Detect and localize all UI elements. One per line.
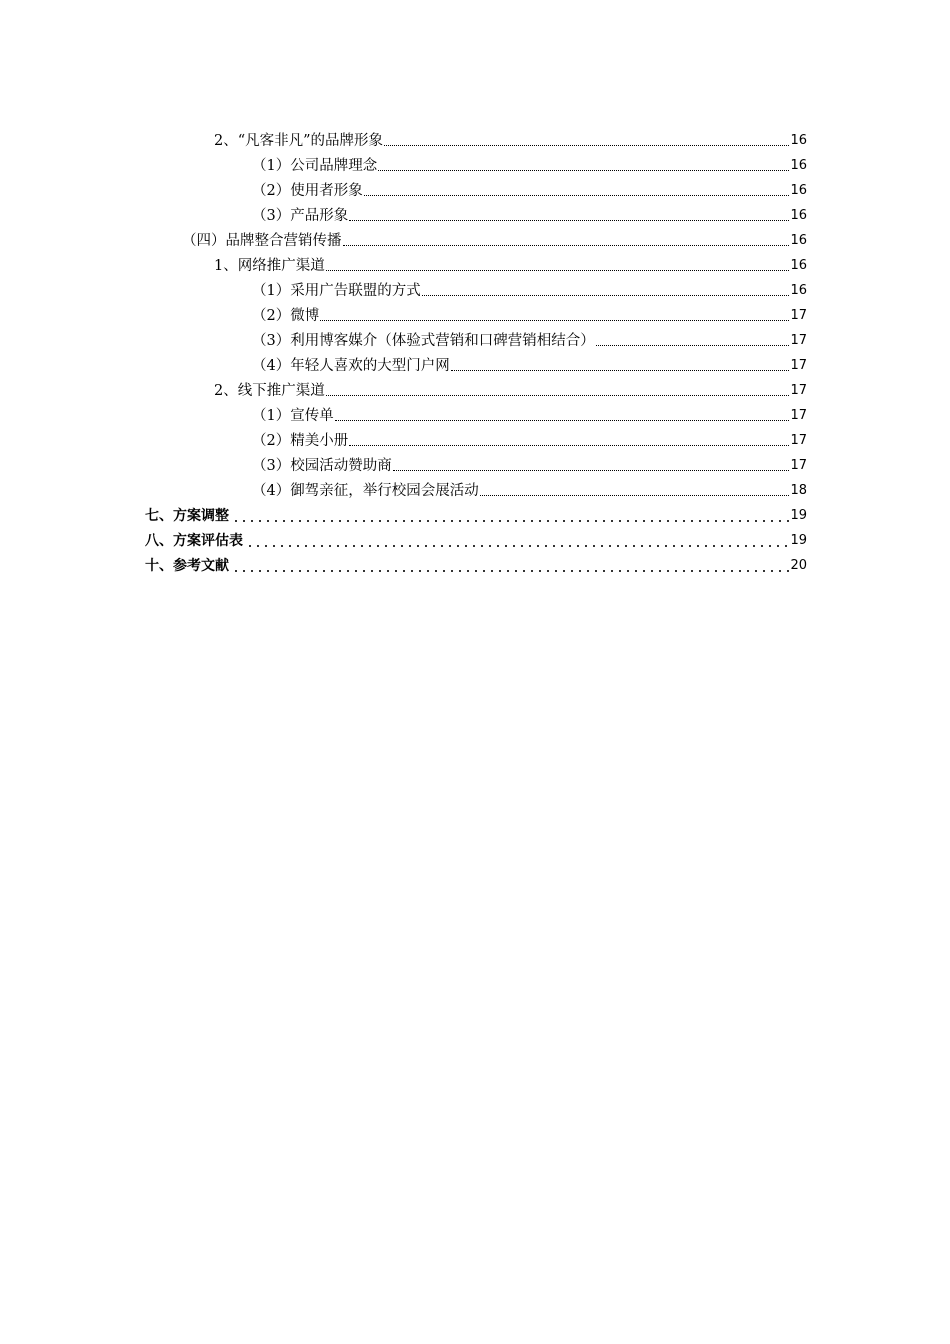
toc-entry-page: 16	[790, 158, 807, 173]
toc-entry[interactable]	[0, 475, 950, 500]
toc-entry-title: 七、方案调整	[145, 508, 229, 524]
toc-entry-page: 18	[790, 483, 807, 498]
toc-entry-chapter[interactable]	[0, 550, 950, 575]
toc-entry-page: 17	[790, 333, 807, 348]
toc-entry-page: 16	[790, 183, 807, 198]
toc-entry[interactable]	[0, 275, 950, 300]
toc-leader-dots	[364, 195, 790, 196]
toc-entry[interactable]	[0, 375, 950, 400]
toc-entry[interactable]	[0, 125, 950, 150]
toc-entry-title: （2）精美小册	[252, 433, 349, 449]
toc-leader-dots	[349, 220, 789, 221]
toc-leader-dots	[480, 495, 790, 496]
toc-entry-title: （2）微博	[252, 308, 320, 324]
toc-leader-dots	[230, 559, 789, 573]
toc-leader-dots	[596, 345, 790, 346]
toc-entry-page: 16	[790, 258, 807, 273]
toc-entry-title: 十、参考文献	[145, 558, 229, 574]
toc-entry-title: （4）年轻人喜欢的大型门户网	[252, 358, 450, 374]
toc-entry[interactable]	[0, 325, 950, 350]
toc-entry-title: （3）产品形象	[252, 208, 349, 224]
toc-leader-dots	[230, 509, 789, 523]
toc-entry-page: 19	[790, 508, 807, 523]
toc-entry-title: （1）公司品牌理念	[252, 158, 378, 174]
toc-entry-page: 17	[790, 458, 807, 473]
toc-leader-dots	[326, 270, 790, 271]
toc-entry-title: （3）校园活动赞助商	[252, 458, 392, 474]
toc-entry-page: 16	[790, 133, 807, 148]
toc-entry-page: 20	[790, 558, 807, 573]
toc-entry-title: （3）利用博客媒介（体验式营销和口碑营销相结合）	[252, 333, 595, 349]
toc-entry-title: （四）品牌整合营销传播	[182, 233, 342, 249]
toc-leader-dots	[349, 445, 789, 446]
toc-entry[interactable]	[0, 400, 950, 425]
toc-entry-title: 2、线下推广渠道	[214, 383, 325, 399]
toc-leader-dots	[244, 534, 789, 548]
table-of-contents	[0, 125, 950, 575]
toc-entry-chapter[interactable]	[0, 500, 950, 525]
toc-leader-dots	[335, 420, 790, 421]
toc-leader-dots	[320, 320, 789, 321]
toc-leader-dots	[378, 170, 789, 171]
toc-entry[interactable]	[0, 175, 950, 200]
toc-entry-page: 16	[790, 233, 807, 248]
toc-entry[interactable]	[0, 450, 950, 475]
toc-entry-page: 17	[790, 383, 807, 398]
toc-entry[interactable]	[0, 200, 950, 225]
toc-entry-page: 16	[790, 208, 807, 223]
toc-entry[interactable]	[0, 225, 950, 250]
toc-entry-title: （2）使用者形象	[252, 183, 363, 199]
toc-entry-page: 17	[790, 408, 807, 423]
toc-leader-dots	[422, 295, 790, 296]
toc-entry[interactable]	[0, 150, 950, 175]
toc-leader-dots	[451, 370, 790, 371]
toc-entry-chapter[interactable]	[0, 525, 950, 550]
toc-entry-page: 17	[790, 308, 807, 323]
toc-leader-dots	[384, 145, 789, 146]
toc-entry-title: 1、网络推广渠道	[214, 258, 325, 274]
toc-entry-title: 八、方案评估表	[145, 533, 243, 549]
toc-entry[interactable]	[0, 350, 950, 375]
toc-entry-title: 2、“凡客非凡”的品牌形象	[214, 133, 384, 149]
toc-entry-title: （1）宣传单	[252, 408, 334, 424]
toc-entry[interactable]	[0, 250, 950, 275]
toc-entry-page: 17	[790, 358, 807, 373]
toc-entry[interactable]	[0, 300, 950, 325]
toc-entry-title: （4）御驾亲征，举行校园会展活动	[252, 483, 479, 499]
toc-entry-page: 17	[790, 433, 807, 448]
toc-entry-page: 19	[790, 533, 807, 548]
toc-entry-title: （1）采用广告联盟的方式	[252, 283, 421, 299]
toc-leader-dots	[343, 245, 790, 246]
toc-leader-dots	[393, 470, 790, 471]
toc-leader-dots	[326, 395, 790, 396]
toc-entry-page: 16	[790, 283, 807, 298]
toc-entry[interactable]	[0, 425, 950, 450]
